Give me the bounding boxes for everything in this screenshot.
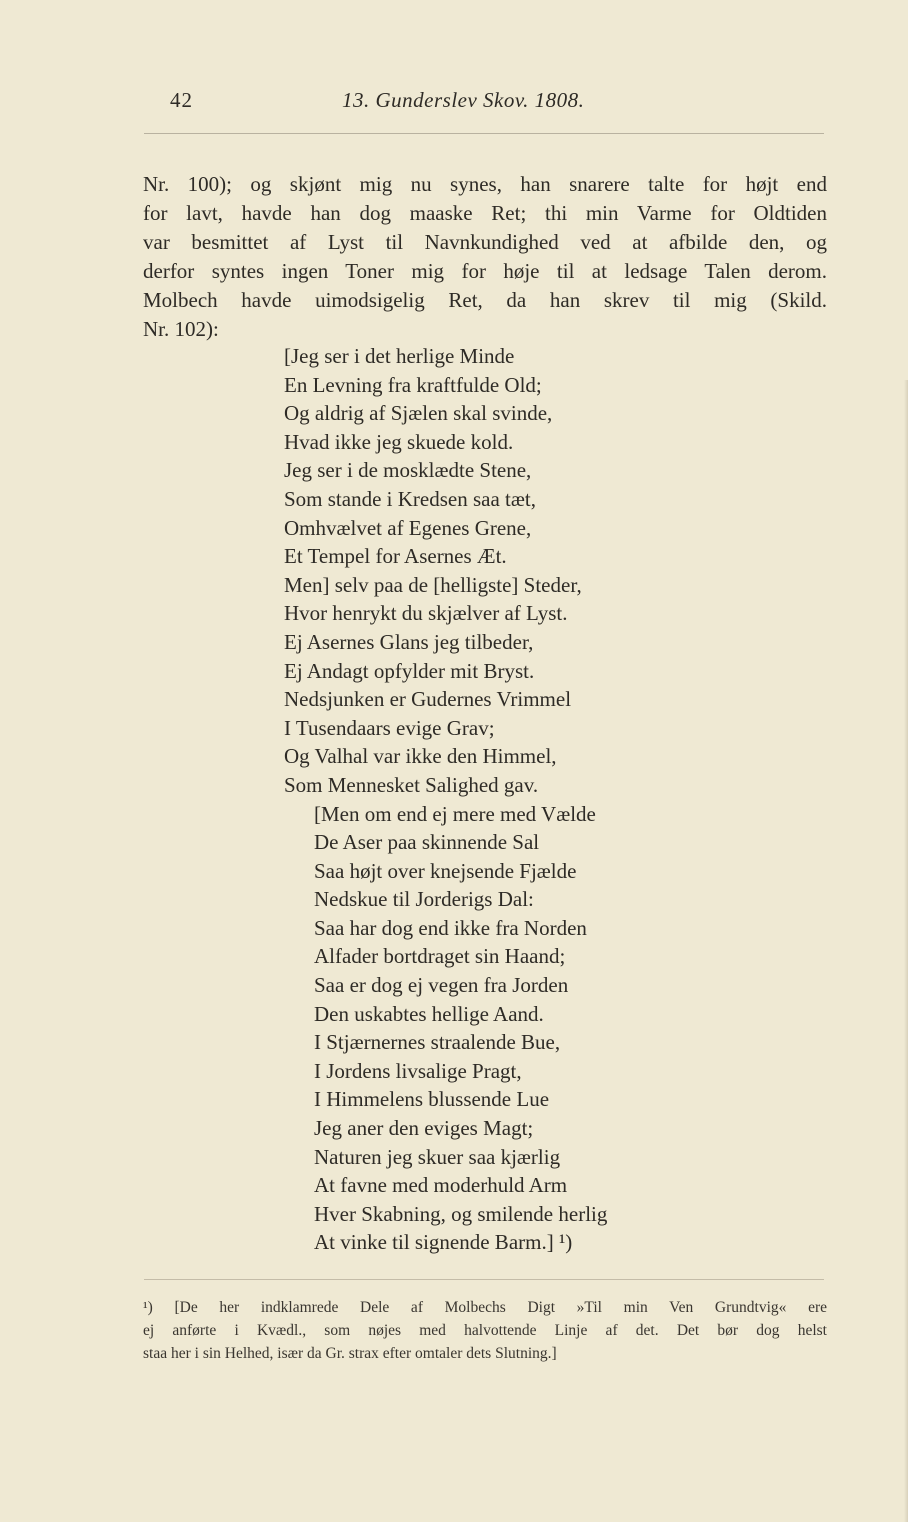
footnote-line: ¹) [De her indklamrede Dele af Molbechs Digt »Til min Ven Grundtvig« ere: [143, 1299, 827, 1316]
prose-paragraph: [143, 170, 827, 344]
page-number: 42: [170, 88, 193, 112]
poem-line: At favne med moderhuld Arm: [314, 1173, 568, 1198]
prose-line: Nr. 102):: [143, 317, 219, 341]
poem-line: Jeg aner den eviges Magt;: [314, 1116, 534, 1141]
poem-line: Den uskabtes hellige Aand.: [314, 1001, 544, 1026]
poem-line: I Jordens livsalige Pragt,: [314, 1058, 522, 1083]
poem-line: Som stande i Kredsen saa tæt,: [284, 486, 536, 511]
prose-line: for lavt, havde han dog maaske Ret; thi min Varme for Oldtiden: [143, 201, 827, 225]
prose-line: Nr. 100); og skjønt mig nu synes, han snarere talte for højt end: [143, 172, 827, 196]
prose-line: Molbech havde uimodsigelig Ret, da han skrev til mig (Skild.: [143, 288, 827, 312]
poem-line: Men] selv paa de [helligste] Steder,: [284, 572, 582, 597]
poem-line: De Aser paa skinnende Sal: [314, 830, 540, 855]
poem-line: Som Mennesket Salighed gav.: [284, 772, 539, 797]
poem-line: Naturen jeg skuer saa kjærlig: [314, 1144, 561, 1169]
poem-line: [Men om end ej mere med Vælde: [314, 801, 596, 826]
poem-line: Ej Andagt opfylder mit Bryst.: [284, 658, 535, 683]
poem-line: Jeg ser i de mosklædte Stene,: [284, 458, 532, 483]
poem-line: I Stjærnernes straalende Bue,: [314, 1030, 561, 1055]
header-rule: [144, 133, 824, 134]
poem-line: Omhvælvet af Egenes Grene,: [284, 515, 532, 540]
poem-line: I Himmelens blussende Lue: [314, 1087, 550, 1112]
poem-line: Hver Skabning, og smilende herlig: [314, 1201, 608, 1226]
footnote-line: staa her i sin Helhed, især da Gr. strax efter omtaler dets Slutning.]: [143, 1345, 557, 1362]
poem-line: Ej Asernes Glans jeg tilbeder,: [284, 629, 534, 654]
running-title: 13. Gunderslev Skov. 1808.: [342, 88, 585, 112]
poem-line: Hvor henrykt du skjælver af Lyst.: [284, 601, 568, 626]
poem-line: Hvad ikke jeg skuede kold.: [284, 429, 514, 454]
poem-line: Og Valhal var ikke den Himmel,: [284, 744, 557, 769]
poem-line: Alfader bortdraget sin Haand;: [314, 944, 566, 969]
poem-line: [Jeg ser i det herlige Minde: [284, 344, 515, 368]
poem-line: Nedskue til Jorderigs Dal:: [314, 887, 534, 912]
prose-line: var besmittet af Lyst til Navnkundighed ved at afbilde den, og: [143, 230, 827, 254]
poem-line: At vinke til signende Barm.] ¹): [314, 1230, 573, 1255]
poem-line: Saa har dog end ikke fra Norden: [314, 915, 587, 940]
page-edge-shadow: [904, 380, 908, 1522]
poem: [284, 342, 724, 1257]
poem-line: Saa højt over knejsende Fjælde: [314, 858, 577, 883]
poem-line: En Levning fra kraftfulde Old;: [284, 372, 542, 397]
footnote: [143, 1296, 827, 1365]
footnote-line: ej anførte i Kvædl., som nøjes med halvottende Linje af det. Det bør dog helst: [143, 1322, 827, 1339]
running-head: [170, 88, 710, 118]
poem-line: I Tusendaars evige Grav;: [284, 715, 495, 740]
poem-line: Og aldrig af Sjælen skal svinde,: [284, 401, 553, 426]
footnote-rule: [144, 1279, 824, 1280]
poem-line: Et Tempel for Asernes Æt.: [284, 544, 507, 569]
prose-line: derfor syntes ingen Toner mig for høje til at ledsage Talen derom.: [143, 259, 827, 283]
poem-line: Nedsjunken er Gudernes Vrimmel: [284, 687, 572, 712]
poem-line: Saa er dog ej vegen fra Jorden: [314, 973, 569, 998]
